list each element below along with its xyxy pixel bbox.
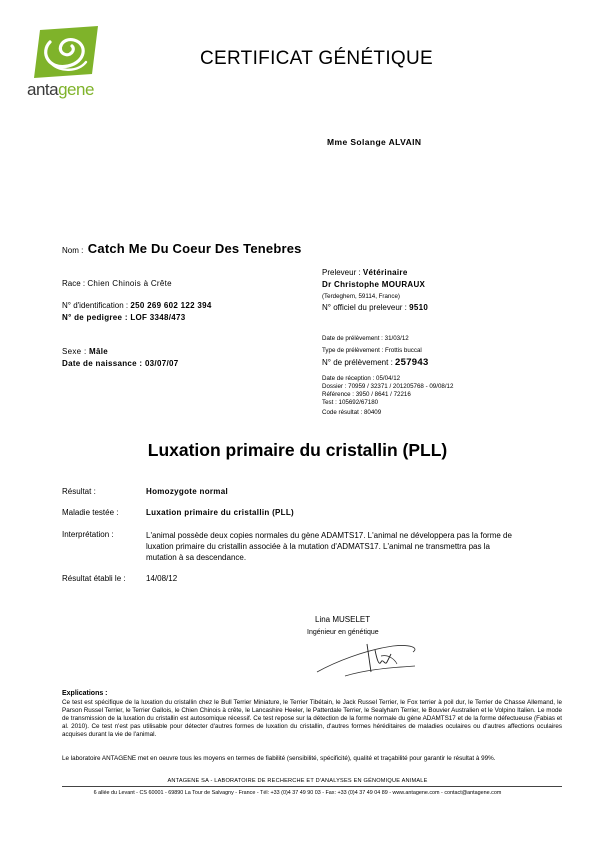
etabli-label: Résultat établi le :	[62, 574, 126, 583]
pedigree-label: N° de pedigree :	[62, 313, 128, 322]
prelevement-date-row	[322, 335, 409, 342]
preleveur-officiel-value: 9510	[409, 303, 429, 312]
test-title: Luxation primaire du cristallin (PLL)	[147, 440, 448, 460]
reception-row	[322, 375, 400, 382]
preleveur-row	[322, 268, 408, 277]
sexe-label: Sexe :	[62, 347, 87, 356]
prelevement-date-value: 31/03/12	[384, 335, 409, 342]
identification-row	[62, 301, 212, 310]
preleveur-address: (Terdeghem, 59114, France)	[322, 293, 400, 300]
certificate-title: CERTIFICAT GÉNÉTIQUE	[200, 48, 433, 69]
pedigree-value: LOF 3348/473	[130, 313, 186, 322]
footer-divider	[62, 786, 562, 787]
naissance-label: Date de naissance :	[62, 359, 143, 368]
dossier-value: 70959 / 32371 / 201205768 - 09/08/12	[348, 383, 454, 390]
prelevement-type-label: Type de prélèvement :	[322, 347, 384, 354]
signatory-name: Lina MUSELET	[315, 615, 371, 624]
pedigree-row	[62, 313, 186, 322]
reception-value: 05/04/12	[376, 375, 401, 382]
prelevement-num-label: N° de prélèvement :	[322, 358, 393, 367]
prelevement-type-row	[322, 347, 422, 354]
code-resultat-value: 80409	[363, 409, 382, 416]
footer-address: 6 allée du Levant - CS 60001 - 69890 La Tour de Salvagny - France - Tél: +33 (0)4 37 49 90 03 - Fax: +33 (0)4 37 49 04 89 - www.antagene.com - contact@antagene.com	[93, 790, 502, 796]
code-resultat-row	[322, 409, 381, 416]
race-value: Chien Chinois à Crête	[87, 279, 172, 288]
dossier-row	[322, 383, 453, 390]
antagene-wordmark	[27, 80, 94, 100]
preleveur-label: Preleveur :	[322, 268, 361, 277]
etabli-value: 14/08/12	[146, 574, 178, 583]
prelevement-date-label: Date de prélèvement :	[322, 335, 383, 342]
footer-company: ANTAGENE SA - LABORATOIRE DE RECHERCHE ET D'ANALYSES EN GÉNOMIQUE ANIMALE	[167, 778, 428, 784]
test-row	[322, 399, 378, 406]
prelevement-num-value: 257943	[395, 357, 429, 368]
preleveur-role: Vétérinaire	[362, 268, 408, 277]
naissance-value: 03/07/07	[144, 359, 179, 368]
nom-label: Nom :	[62, 246, 84, 255]
preleveur-name: Dr Christophe MOURAUX	[322, 280, 426, 289]
interpretation-label: Interprétation :	[62, 530, 114, 539]
code-resultat-label: Code résultat :	[322, 409, 363, 416]
reference-label: Référence :	[322, 391, 354, 398]
reference-value: 3950 / 8641 / 72216	[355, 391, 411, 398]
test-label: Test :	[322, 399, 337, 406]
handwritten-signature-icon	[315, 632, 445, 687]
prelevement-num-row	[322, 357, 429, 368]
maladie-value: Luxation primaire du cristallin (PLL)	[146, 508, 295, 517]
sexe-value: Mâle	[89, 347, 109, 356]
interpretation-value: L'animal possède deux copies normales du gène ADAMTS17. L'animal ne développera pas la forme de luxation primaire du cristallin associée à la mutation d'ADMATS17. L'animal ne transmettra pas la mutation à sa descendance.	[146, 531, 512, 562]
nom-value: Catch Me Du Coeur Des Tenebres	[87, 241, 302, 256]
laboratory-note: Le laboratoire ANTAGENE met en oeuvre tous les moyens en termes de fiabilité (sensibilité, spécificité), qualité et traçabilité pour garantir le résultat à 99%.	[62, 755, 496, 762]
resultat-value: Homozygote normal	[146, 487, 228, 496]
dossier-label: Dossier :	[322, 383, 347, 390]
reference-row	[322, 391, 411, 398]
sexe-row	[62, 347, 108, 356]
wordmark-dark: anta	[27, 80, 59, 99]
reception-label: Date de réception :	[322, 375, 375, 382]
prelevement-type-value: Frottis buccal	[384, 347, 422, 354]
naissance-row	[62, 359, 178, 368]
race-label: Race :	[62, 279, 86, 288]
test-value: 105692/67180	[338, 399, 379, 406]
signatory-role: Ingénieur en génétique	[307, 629, 379, 636]
explications-text: Ce test est spécifique de la luxation du cristallin chez le Bull Terrier Miniature, le Terrier Tibétain, le Jack Russel Terrier, le Fox terrier à poil dur, le Terrier de Chasse Allemand, le Parson Russel Terrier, le Terrier Gallois, le Chien Chinois à crête, le Lancashire Heeler, le Patterdale Terrier, le Sealyham Terrier, le Bouvier Australien et le Volpino Italien. Le mode de transmission de la luxation du cristallin est autosomique récessif. Ce test repose sur la détection de la forme normale du gène ADAMTS17 et de la forme défectueuse (Fabias et al. 2010). Ce test n'est pas utilisable pour détecter d'autres formes de luxation du cristallin, d'autres formes héréditaires de maladies oculaires ou d'autres affections oculaires acquises durant la vie de l'animal.	[62, 699, 562, 738]
identification-label: N° d'identification :	[62, 301, 129, 310]
preleveur-officiel-row	[322, 303, 428, 312]
owner-name: Mme Solange ALVAIN	[327, 137, 422, 147]
preleveur-officiel-label: N° officiel du preleveur :	[322, 303, 407, 312]
resultat-label: Résultat :	[62, 487, 96, 496]
race-row	[62, 279, 172, 288]
maladie-label: Maladie testée :	[62, 508, 119, 517]
animal-name-row	[62, 240, 302, 258]
wordmark-green: gene	[58, 80, 94, 99]
explications-title: Explications :	[62, 690, 108, 697]
identification-value: 250 269 602 122 394	[130, 301, 212, 310]
